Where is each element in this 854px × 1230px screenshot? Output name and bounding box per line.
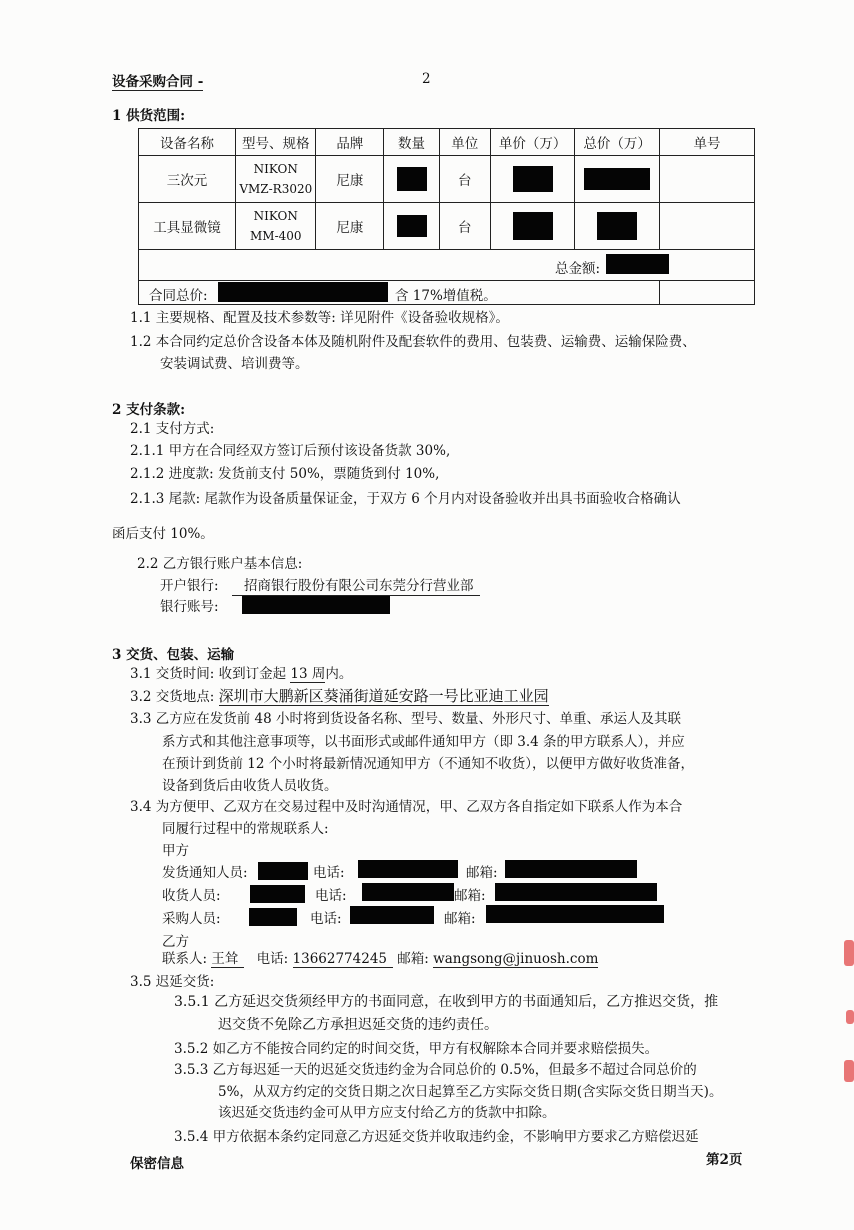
col-header: 总价（万）	[575, 129, 660, 156]
redaction-box	[584, 168, 650, 190]
bank-name: 招商银行股份有限公司东莞分行营业部	[232, 577, 480, 596]
contract-total-cell	[139, 281, 660, 305]
contact-name: 王耸	[211, 951, 244, 968]
col-header: 数量	[384, 129, 439, 156]
item-2-2: 2.2 乙方银行账户基本信息:	[137, 556, 303, 572]
table-row	[139, 156, 755, 203]
item-3-3-cont: 在预计到货前 12 个小时将最新情况通知甲方（不通知不收货），以便甲方做好收货准备，	[162, 756, 695, 772]
section2-heading: 2 支付条款:	[112, 402, 186, 418]
item-2-1-1: 2.1.1 甲方在合同经双方签订后预付该设备货款 30%,	[130, 443, 451, 459]
empty-cell	[659, 281, 754, 305]
item-3-5: 3.5 迟延交货:	[130, 974, 215, 990]
device-name-cell: 三次元	[139, 156, 236, 203]
phone-label: 电话:	[256, 951, 289, 967]
delivery-time-prefix: 3.1 交货时间: 收到订金起	[130, 666, 291, 682]
receiver-label: 收货人员:	[162, 888, 221, 904]
unit-price-cell	[490, 203, 575, 250]
item-2-1-3: 2.1.3 尾款: 尾款作为设备质量保证金，于双方 6 个月内对设备验收并出具书面验收合格确认	[130, 491, 681, 507]
redaction-box	[495, 883, 657, 901]
item-3-3-cont: 设备到货后由收货人员收货。	[162, 778, 338, 794]
brand-cell: 尼康	[316, 156, 384, 203]
quantity-cell	[384, 156, 439, 203]
item-3-5-1-cont: 迟交货不免除乙方承担迟延交货的违约责任。	[218, 1017, 498, 1033]
seal-fragment	[846, 1010, 854, 1024]
model-line: VMZ-R3020	[239, 182, 313, 196]
item-3-4-cont: 同履行过程中的常规联系人:	[162, 821, 329, 837]
redaction-box	[606, 254, 669, 274]
total-price-cell	[575, 156, 660, 203]
supply-table	[138, 128, 755, 305]
item-3-4: 3.4 为方便甲、乙双方在交易过程中及时沟通情况，甲、乙双方各自指定如下联系人作为本合	[130, 799, 683, 815]
item-3-5-3-cont: 5%，从双方约定的交货日期之次日起算至乙方实际交货日期(含实际交货日期当天)。	[218, 1084, 723, 1100]
model-cell	[236, 203, 316, 250]
table-total-row	[139, 250, 755, 281]
redaction-box	[258, 862, 308, 880]
footer-page-number: 第2页	[706, 1152, 743, 1168]
seal-fragment	[844, 940, 854, 966]
email-label: 邮箱:	[444, 911, 476, 927]
item-2-1: 2.1 支付方式:	[130, 421, 215, 437]
model-line: MM-400	[250, 229, 302, 243]
col-header: 品牌	[316, 129, 384, 156]
email-label: 邮箱:	[454, 888, 486, 904]
contact-label: 联系人:	[162, 951, 208, 967]
item-3-5-1: 3.5.1 乙方延迟交货须经甲方的书面同意，在收到甲方的书面通知后，乙方推迟交货，推	[174, 994, 719, 1010]
party-a-label: 甲方	[162, 843, 189, 859]
redaction-box	[242, 596, 390, 614]
delivery-time-value: 13 周	[290, 666, 326, 682]
delivery-time-suffix: 内。	[325, 666, 353, 682]
total-amount-cell	[139, 250, 755, 281]
unit-price-cell	[490, 156, 575, 203]
contact-email: wangsong@jinuosh.com	[433, 951, 599, 967]
email-label: 邮箱:	[397, 951, 429, 967]
item-1-2: 1.2 本合同约定总价含设备本体及随机附件及配套软件的费用、包装费、运输费、运输保险费、	[130, 334, 696, 350]
model-line: NIKON	[253, 162, 298, 176]
item-1-2-cont: 安装调试费、培训费等。	[160, 356, 309, 372]
unit-cell: 台	[439, 156, 490, 203]
col-header: 设备名称	[139, 129, 236, 156]
total-amount-label: 总金额:	[555, 261, 601, 277]
order-number-cell	[659, 156, 754, 203]
account-label: 银行账号:	[160, 599, 219, 615]
phone-label: 电话:	[310, 911, 342, 927]
col-header: 型号、规格	[236, 129, 316, 156]
redaction-box	[397, 167, 427, 191]
delivery-place-prefix: 3.2 交货地点:	[130, 689, 219, 705]
bank-label: 开户银行:	[160, 578, 219, 594]
redaction-box	[250, 885, 305, 903]
item-3-5-3: 3.5.3 乙方每迟延一天的迟延交货违约金为合同总价的 0.5%，但最多不超过合同总价的	[174, 1062, 697, 1078]
footer-confidential: 保密信息	[130, 1156, 184, 1172]
item-3-5-4: 3.5.4 甲方依据本条约定同意乙方迟延交货并收取违约金，不影响甲方要求乙方赔偿迟延	[174, 1129, 699, 1145]
contact-row	[162, 950, 598, 968]
redaction-box	[362, 883, 454, 901]
redaction-box	[249, 908, 297, 926]
redaction-box	[513, 166, 553, 192]
redaction-box	[397, 215, 427, 237]
item-2-1-3-cont: 函后支付 10%。	[112, 526, 214, 542]
item-3-2	[130, 687, 549, 706]
table-header-row	[139, 129, 755, 156]
purchaser-label: 采购人员:	[162, 911, 221, 927]
contact-phone: 13662774245	[293, 951, 393, 968]
item-3-1	[130, 665, 352, 683]
table-row	[139, 203, 755, 250]
col-header: 单号	[659, 129, 754, 156]
redaction-box	[218, 282, 388, 302]
item-1-1: 1.1 主要规格、配置及技术参数等: 详见附件《设备验收规格》。	[130, 310, 509, 326]
phone-label: 电话:	[313, 865, 345, 881]
redaction-box	[358, 860, 458, 878]
page-number-top: 2	[422, 71, 431, 87]
model-cell	[236, 156, 316, 203]
order-number-cell	[659, 203, 754, 250]
doc-title: 设备采购合同 -	[112, 70, 203, 91]
item-3-3-cont: 系方式和其他注意事项等，以书面形式或邮件通知甲方（即 3.4 条的甲方联系人），并应	[162, 734, 685, 750]
redaction-box	[597, 212, 637, 240]
redaction-box	[350, 906, 434, 924]
table-contract-total-row	[139, 281, 755, 305]
item-3-5-3-cont: 该迟延交货违约金可从甲方应支付给乙方的货款中扣除。	[218, 1105, 556, 1121]
item-3-5-2: 3.5.2 如乙方不能按合同约定的时间交货，甲方有权解除本合同并要求赔偿损失。	[174, 1041, 659, 1057]
redaction-box	[486, 905, 664, 923]
delivery-place-value: 深圳市大鹏新区葵涌街道延安路一号比亚迪工业园	[218, 687, 549, 705]
section3-heading: 3 交货、包装、运输	[112, 647, 235, 663]
seal-fragment	[844, 1060, 854, 1082]
phone-label: 电话:	[315, 888, 347, 904]
party-b-label: 乙方	[162, 934, 189, 950]
item-3-3: 3.3 乙方应在发货前 48 小时将到货设备名称、型号、数量、外形尺寸、单重、承运人及其联	[130, 711, 682, 727]
redaction-box	[513, 212, 553, 240]
email-label: 邮箱:	[466, 865, 498, 881]
tax-note: 含 17%增值税。	[395, 288, 497, 304]
brand-cell: 尼康	[316, 203, 384, 250]
unit-cell: 台	[439, 203, 490, 250]
item-2-1-2: 2.1.2 进度款: 发货前支付 50%，票随货到付 10%,	[130, 466, 440, 482]
ship-notice-label: 发货通知人员:	[162, 865, 248, 881]
quantity-cell	[384, 203, 439, 250]
redaction-box	[505, 860, 637, 878]
col-header: 单位	[439, 129, 490, 156]
contract-total-label: 合同总价:	[149, 288, 208, 304]
device-name-cell: 工具显微镜	[139, 203, 236, 250]
total-price-cell	[575, 203, 660, 250]
model-line: NIKON	[253, 209, 298, 223]
col-header: 单价（万）	[490, 129, 575, 156]
section1-heading: 1 供货范围:	[112, 108, 186, 124]
